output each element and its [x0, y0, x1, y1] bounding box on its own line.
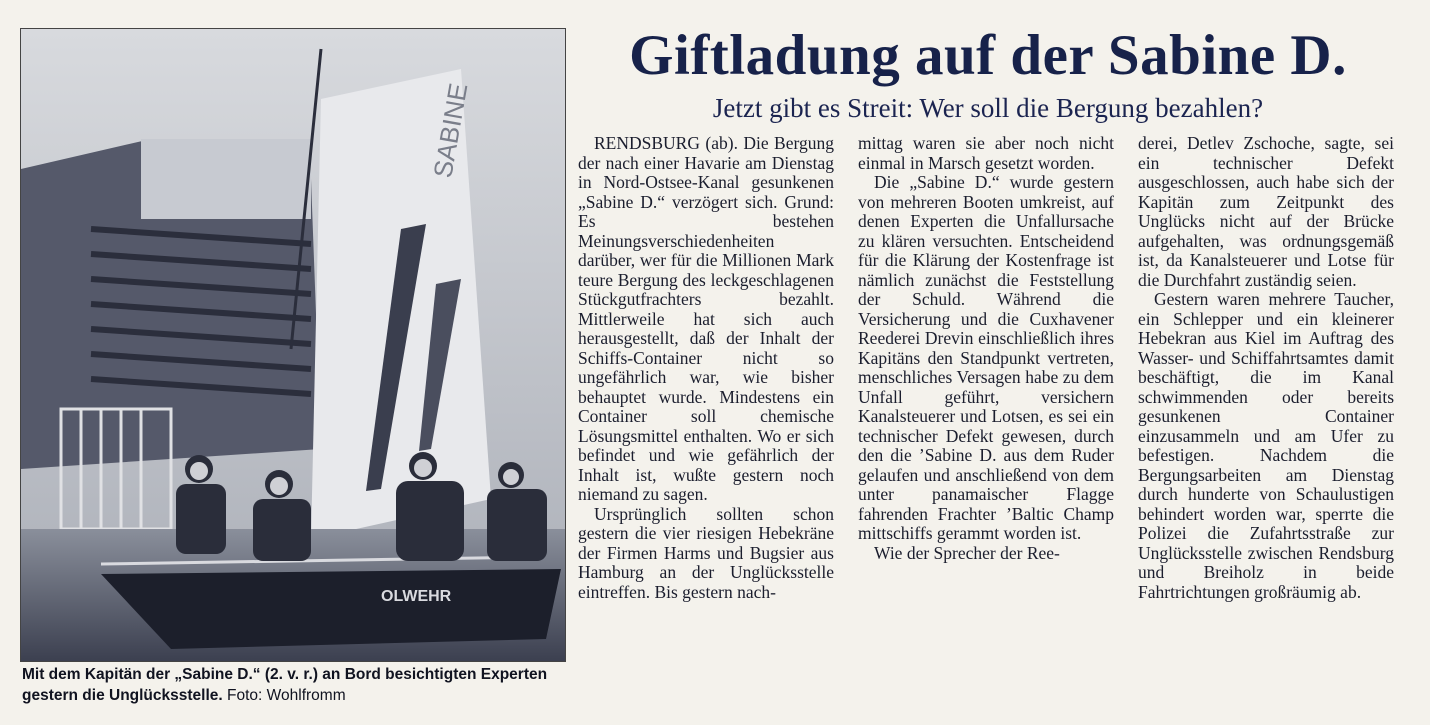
paragraph: Die „Sabine D.“ wurde gestern von mehreren Booten umkreist, auf denen Experten die Unfallursache zu klären versuchten. Entscheidend für die Klärung der Kostenfrage ist nämlich zunächst die Feststellung der Schuld. Während die Versicherung und die Cuxhavener Reederei Drevin einschließlich ihres Kapitäns den Standpunkt vertreten, menschliches Versagen habe zu dem Unfall geführt, versichern Kanalsteuerer und Lotsen, es sei ein technischer Defekt gewesen, durch den die ’Sabine D. aus dem Ruder gelaufen und anschließend von dem unter panamaischer Flagge fahrenden Frachter ’Baltic Champ mittschiffs gerammt worden ist.	[858, 172, 1114, 543]
paragraph: derei, Detlev Zschoche, sagte, sei ein technischer Defekt ausgeschlossen, auch habe sich der Kapitän zum Zeitpunkt des Unglücks nicht auf der Brücke aufgehalten, was ordnungsgemäß ist, da Kanalsteuerer und Lotse für die Durchfahrt zuständig seien.	[1138, 133, 1394, 290]
paragraph: Wie der Sprecher der Ree-	[874, 542, 1060, 563]
subheadline: Jetzt gibt es Streit: Wer soll die Bergung bezahlen?	[712, 93, 1264, 123]
paragraph: RENDSBURG (ab). Die Bergung der nach einer Havarie am Dienstag in Nord-Ostsee-Kanal gesunkenen „Sabine D.“ verzögert sich. Grund: Es bestehen Meinungsverschiedenheiten darüber, wer für die Millionen Mark teure Bergung des leckgeschlagenen Stückgutfrachters bezahlt. Mittlerweile hat sich auch herausgestellt, daß der Inhalt der Schiffs-Container nicht so ungefährlich war, wie bisher behauptet wurde. Mindestens ein Container soll chemische Lösungsmittel enthalten. Wo er sich befindet und wie gefährlich der Inhalt ist, wußte gestern noch niemand zu sagen.	[578, 133, 834, 504]
photo-illustration	[21, 29, 565, 661]
article-column-1	[578, 134, 834, 602]
ship-hull-text: SABINE	[427, 80, 474, 181]
news-photo	[20, 28, 566, 662]
article-column-3	[1138, 134, 1394, 602]
article-column-2	[858, 134, 1114, 563]
paragraph: mittag waren sie aber noch nicht einmal in Marsch gesetzt worden.	[858, 133, 1114, 173]
headline: Giftladung auf der Sabine D.	[629, 24, 1347, 87]
paragraph: Ursprünglich sollten schon gestern die vier riesigen Hebekräne der Firmen Harms und Bugsier aus Hamburg an der Unglücksstelle eintreffen. Bis gestern nach-	[578, 503, 834, 602]
photo-caption	[22, 664, 567, 706]
paragraph: Gestern waren mehrere Taucher, ein Schlepper und ein kleinerer Hebekran aus Kiel im Auftrag des Wasser- und Schiffahrtsamtes damit beschäftigt, die im Kanal schwimmenden oder bereits gesunkenen Container einzusammeln und am Ufer zu befestigen. Nachdem die Bergungsarbeiten am Dienstag durch hunderte von Schaulustigen behindert worden war, sperrte die Polizei die Zufahrtsstraße zur Unglücksstelle zwischen Rendsburg und Breiholz in beide Fahrtrichtungen großräumig ab.	[1138, 289, 1394, 602]
caption-text: Mit dem Kapitän der „Sabine D.“ (2. v. r.) an Bord besichtigten Experten gestern die Unglücksstelle.	[22, 666, 548, 704]
boat-name-text: OLWEHR	[381, 588, 452, 605]
photo-credit: Foto: Wohlfromm	[227, 687, 346, 704]
